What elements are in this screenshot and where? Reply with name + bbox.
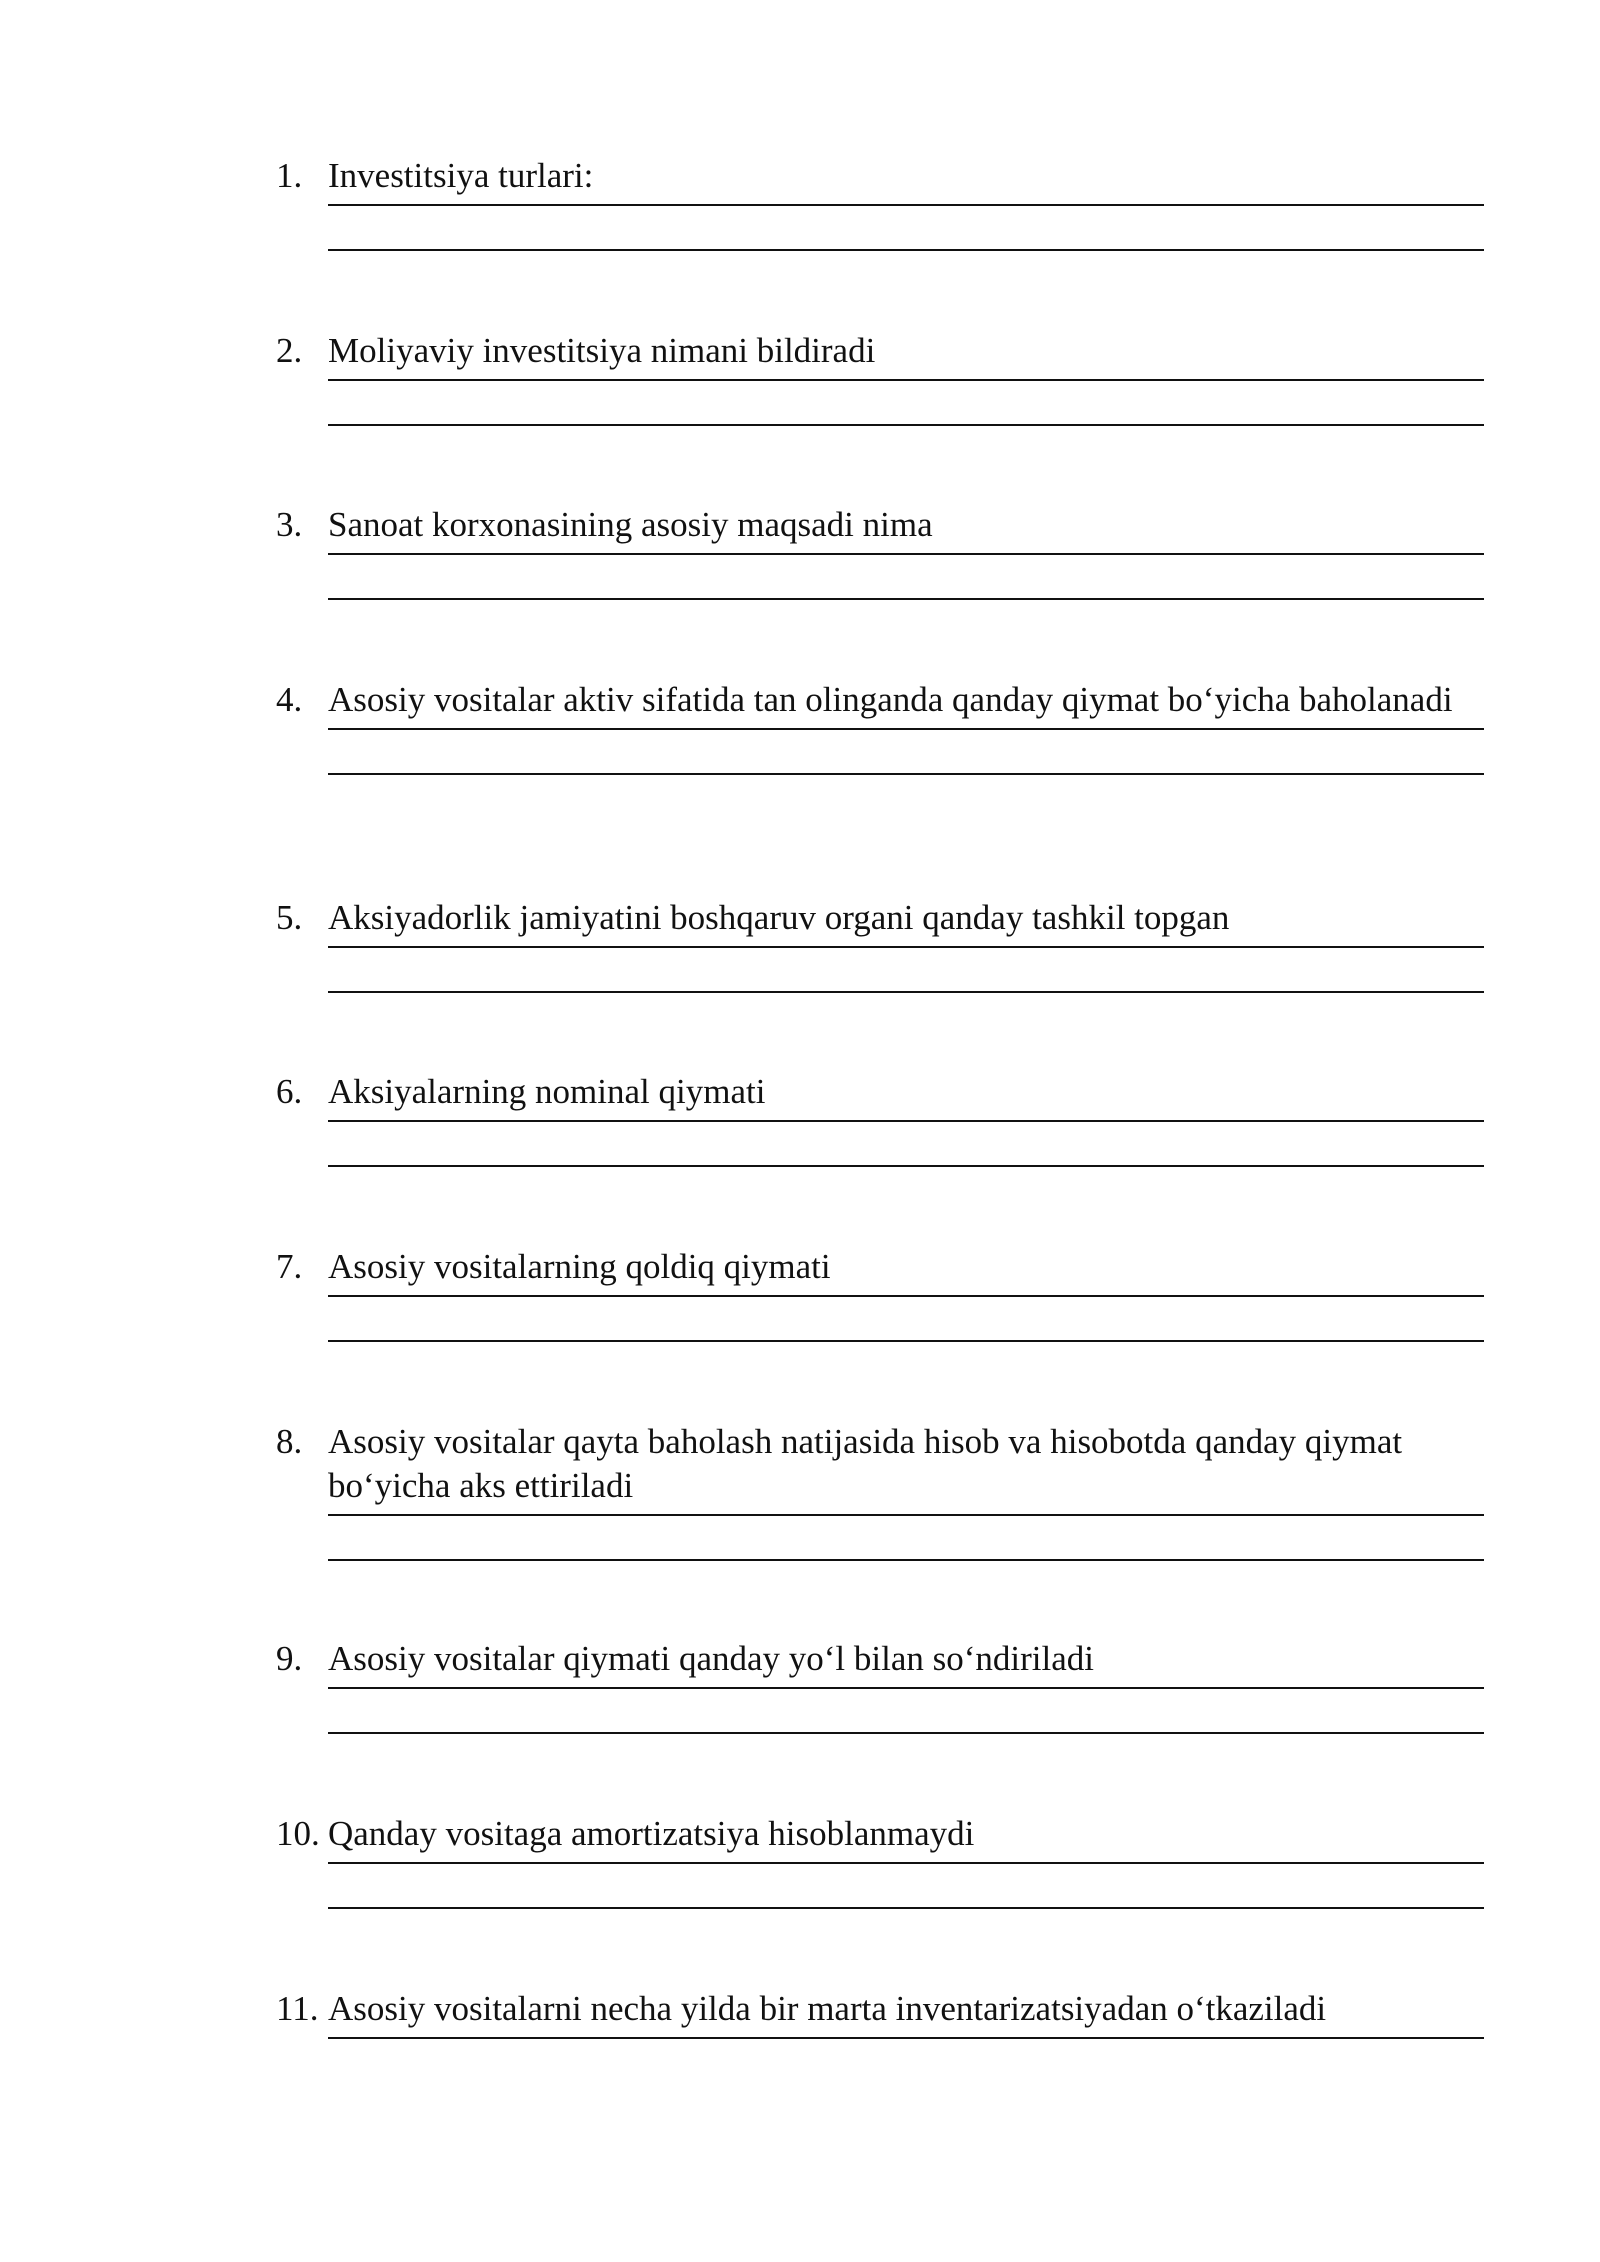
answer-line[interactable] [328,598,1484,600]
question-number: 7. [276,1247,303,1286]
question-10 [276,1812,1486,1909]
answer-line[interactable] [328,1340,1484,1342]
question-heading [276,154,1486,198]
question-text: Moliyaviy investitsiya nimani bildiradi [328,331,876,370]
question-heading [276,1245,1486,1289]
answer-line[interactable] [328,2037,1484,2039]
answer-line[interactable] [328,249,1484,251]
question-heading [276,1987,1486,2031]
answer-line[interactable] [328,1295,1484,1297]
question-text: Aksiyadorlik jamiyatini boshqaruv organi qanday tashkil topgan [328,898,1230,937]
question-1 [276,154,1486,251]
question-11 [276,1987,1486,2039]
question-text: Asosiy vositalarning qoldiq qiymati [328,1247,831,1286]
answer-line[interactable] [328,1907,1484,1909]
question-number: 6. [276,1072,303,1111]
question-heading [276,1420,1486,1508]
answer-line[interactable] [328,424,1484,426]
question-6 [276,1070,1486,1167]
question-heading [276,896,1486,940]
question-number: 8. [276,1422,303,1461]
answer-line[interactable] [328,1514,1484,1516]
question-4 [276,678,1486,775]
question-heading [276,329,1486,373]
question-heading [276,678,1486,722]
question-heading [276,1812,1486,1856]
answer-line[interactable] [328,1862,1484,1864]
answer-line[interactable] [328,1559,1484,1561]
question-heading [276,1637,1486,1681]
question-5 [276,896,1486,993]
question-number: 4. [276,680,303,719]
answer-line[interactable] [328,946,1484,948]
question-7 [276,1245,1486,1342]
question-number: 1. [276,156,303,195]
question-2 [276,329,1486,426]
question-text: Asosiy vositalar qiymati qanday yo‘l bilan so‘ndiriladi [328,1639,1094,1678]
question-number: 2. [276,331,303,370]
question-3 [276,503,1486,600]
question-8 [276,1420,1486,1561]
question-number: 3. [276,505,303,544]
question-heading [276,503,1486,547]
question-text: Asosiy vositalar qayta baholash natijasida hisob va hisobotda qanday qiymat bo‘yicha aks ettiriladi [328,1422,1403,1505]
question-text: Aksiyalarning nominal qiymati [328,1072,766,1111]
question-text: Asosiy vositalar aktiv sifatida tan olinganda qanday qiymat bo‘yicha baholanadi [328,680,1453,719]
answer-line[interactable] [328,1732,1484,1734]
question-number: 9. [276,1639,303,1678]
question-heading [276,1070,1486,1114]
question-number: 5. [276,898,303,937]
answer-line[interactable] [328,1165,1484,1167]
question-number: 10. [276,1814,320,1853]
answer-line[interactable] [328,991,1484,993]
answer-line[interactable] [328,773,1484,775]
question-number: 11. [276,1989,319,2028]
answer-line[interactable] [328,1687,1484,1689]
question-text: Sanoat korxonasining asosiy maqsadi nima [328,505,933,544]
answer-line[interactable] [328,204,1484,206]
answer-line[interactable] [328,379,1484,381]
question-text: Asosiy vositalarni necha yilda bir marta inventarizatsiyadan o‘tkaziladi [328,1989,1327,2028]
question-9 [276,1637,1486,1734]
answer-line[interactable] [328,1120,1484,1122]
question-text: Investitsiya turlari: [328,156,594,195]
answer-line[interactable] [328,553,1484,555]
answer-line[interactable] [328,728,1484,730]
question-text: Qanday vositaga amortizatsiya hisoblanmaydi [328,1814,975,1853]
